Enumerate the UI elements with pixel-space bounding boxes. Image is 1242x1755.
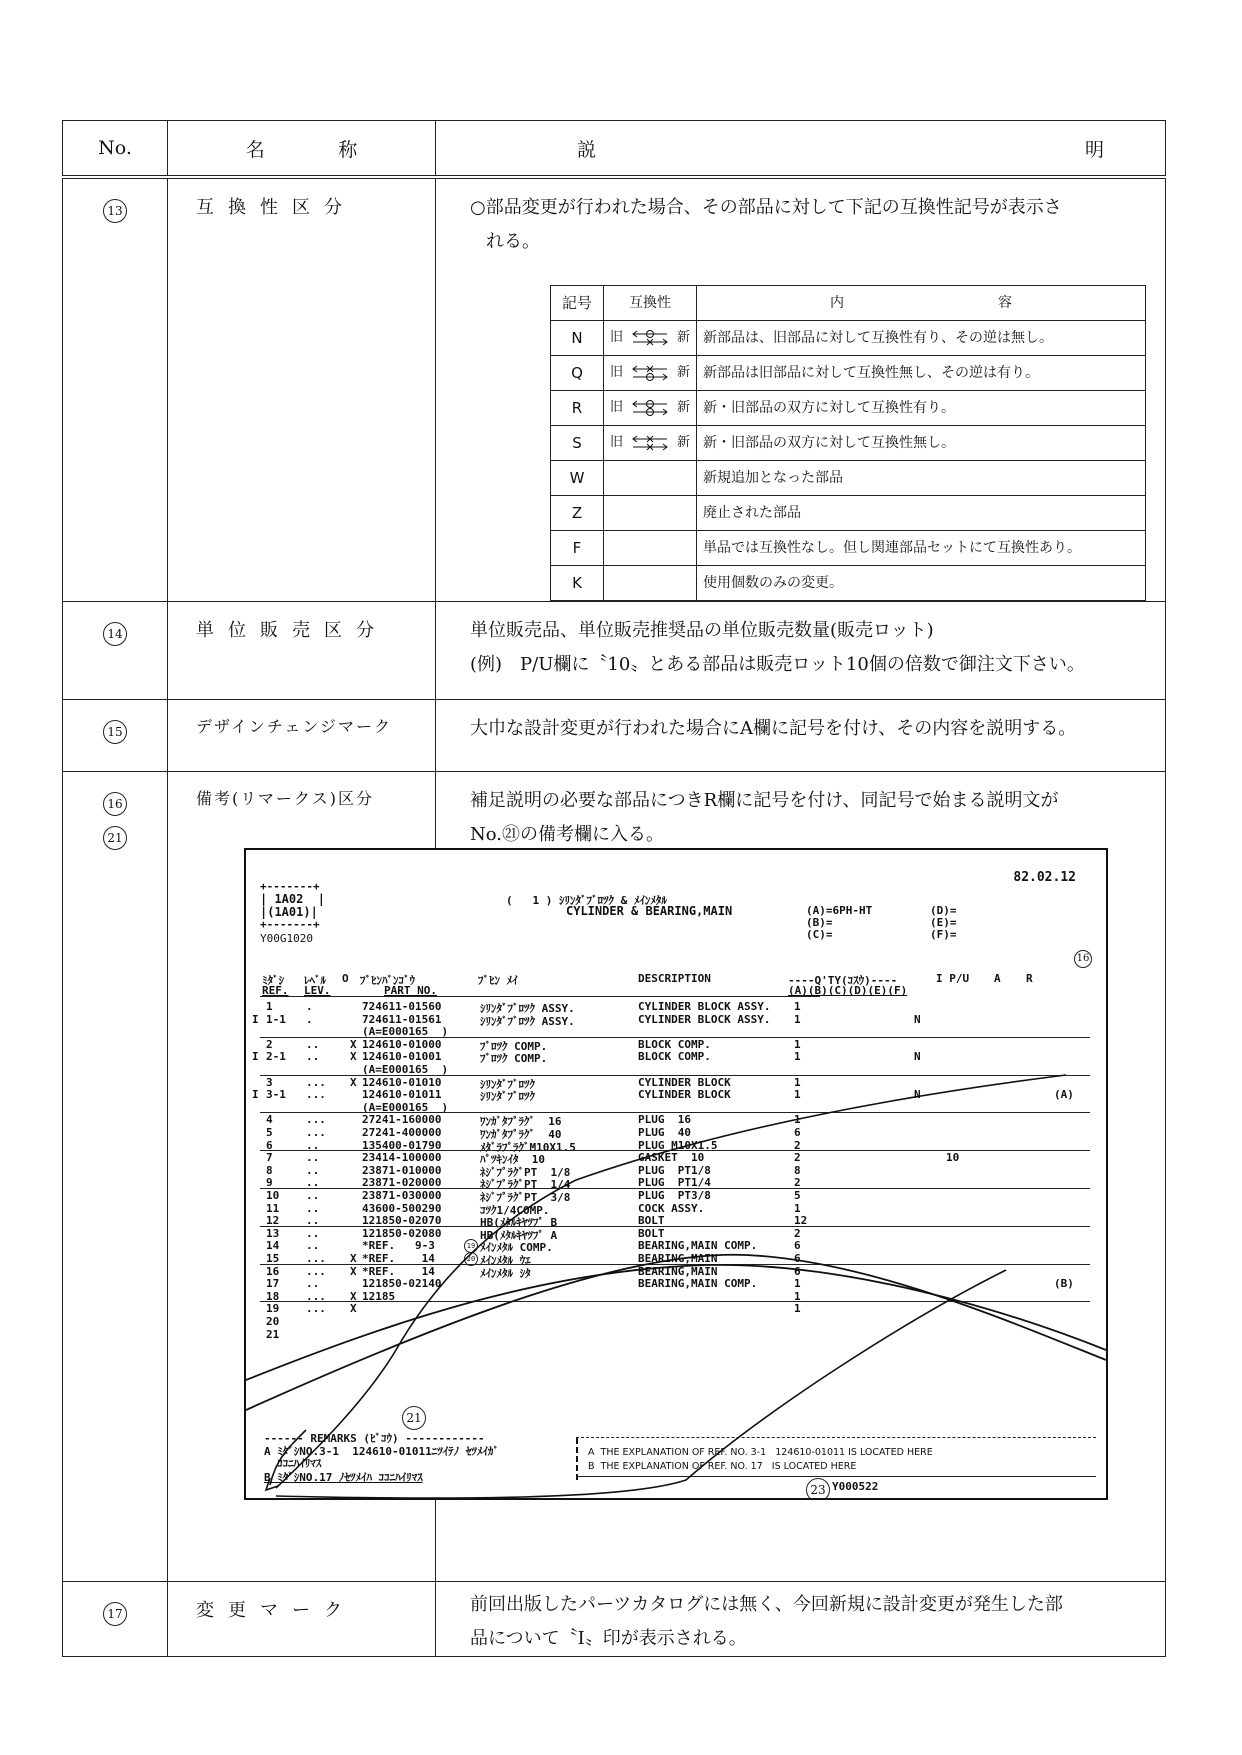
parts-cell-a: N — [914, 1050, 921, 1064]
parts-cell-qty: 1 — [794, 1277, 801, 1291]
model-d: (D)= — [930, 904, 957, 917]
model-e: (E)= — [930, 916, 957, 929]
remarks-jp-line: B ﾐﾀﾞｼNO.17 ﾉｾﾂﾒｲﾊ ｺｺﾆﾊｲﾘﾏｽ — [264, 1471, 423, 1484]
compat-code: N — [551, 321, 604, 356]
parts-cell-part: 135400-01790 — [362, 1138, 442, 1152]
row-14 — [63, 602, 1166, 700]
compat-row — [551, 531, 1146, 566]
remarks-en-line: B THE EXPLANATION OF REF. NO. 17 IS LOCATED HERE — [588, 1461, 857, 1472]
parts-cell-qty: 2 — [794, 1138, 801, 1152]
parts-cell-part: 124610-01001 — [362, 1050, 442, 1064]
parts-title-en: CYLINDER & BEARING,MAIN — [566, 904, 733, 918]
parts-cell-part: 27241-160000 — [362, 1113, 442, 1127]
parts-cell-part: 23871-030000 — [362, 1189, 442, 1202]
compat-header-content: 内 容 — [697, 286, 1146, 321]
row-desc-line: 前回出版したパーツカタログには無く、今回新規に設計変更が発生した部 — [470, 1594, 1063, 1615]
parts-cell-qty: 1 — [794, 1113, 801, 1127]
parts-cell-ref: 3-1 — [266, 1088, 286, 1102]
parts-cell-ref: 17 — [266, 1277, 280, 1291]
parts-cell-pu: 10 — [946, 1151, 960, 1165]
parts-cell-qty: 1 — [794, 1075, 801, 1089]
parts-cell-desc: PLUG 16 — [638, 1113, 691, 1127]
parts-cell-x: X — [350, 1252, 357, 1265]
parts-cell-lev: ... — [306, 1126, 326, 1139]
compat-text: 廃止された部品 — [697, 496, 1146, 531]
compat-row — [551, 566, 1146, 601]
marker-16: 16 — [1074, 950, 1092, 968]
compat-row: N 旧 新 新部品は、旧部品に対して互換性有り、その逆は無し。 — [551, 321, 1146, 356]
row-desc-line: 単位販売品、単位販売推奨品の単位販売数量(販売ロット) — [470, 620, 934, 641]
parts-cell-x: X — [350, 1050, 357, 1064]
parts-cell-part: 12185 — [362, 1289, 396, 1303]
parts-cell-kana: ﾒﾀﾞﾗﾌﾟﾗｸﾞM10X1.5 — [480, 1140, 576, 1154]
parts-cell-ref: 6 — [266, 1138, 273, 1152]
parts-cell-kana: ﾈｼﾞﾌﾟﾗｸﾞPT 3/8 — [480, 1191, 571, 1204]
parts-cell-qty: 2 — [794, 1151, 801, 1165]
parts-cell-kana: ﾌﾞﾛﾂｸ COMP. — [480, 1039, 548, 1053]
compat-row: Q 旧 新 新部品は旧部品に対して互換性無し、その逆は有り。 — [551, 356, 1146, 391]
parts-cell-ref: 5 — [266, 1126, 273, 1139]
row-number-badge: 17 — [103, 1602, 127, 1626]
row-desc-line: ○部品変更が行われた場合、その部品に対して下記の互換性記号が表示さ — [470, 197, 1062, 218]
parts-cell-desc: GASKET 10 — [638, 1151, 705, 1165]
header-desc-2: 明 — [1084, 138, 1104, 161]
parts-cell-desc: BEARING,MAIN — [638, 1252, 718, 1265]
parts-cell-ref: 2-1 — [266, 1050, 286, 1064]
parts-cell-part: 124610-01011 — [362, 1088, 442, 1102]
header-desc-1: 説 — [577, 138, 597, 161]
row-desc-line: れる。 — [486, 231, 540, 252]
parts-cell-qty: 1 — [794, 1289, 801, 1303]
parts-list-sample — [244, 848, 1108, 1500]
parts-cell-lev: ... — [306, 1264, 326, 1278]
remarks-title: ------ REMARKS (ﾋﾞｺｳ) ------------ — [264, 1432, 485, 1445]
parts-cell-ref: 1-1 — [266, 1012, 286, 1026]
parts-cell-part: 121850-02080 — [362, 1226, 442, 1240]
parts-cell-part: 124610-01000 — [362, 1037, 442, 1051]
parts-cell-a: N — [914, 1088, 921, 1102]
model-a: (A)=6PH-HT — [806, 904, 873, 917]
parts-cell-ref: 15 — [266, 1252, 280, 1265]
parts-cell-lev: .. — [306, 1037, 320, 1051]
compat-code: Q — [551, 356, 604, 391]
parts-cell-part: 43600-500290 — [362, 1201, 442, 1215]
compat-header-compat: 互換性 — [604, 286, 697, 321]
compat-text: 新・旧部品の双方に対して互換性無し。 — [697, 426, 1146, 461]
row-desc-line: No.㉑の備考欄に入る。 — [470, 824, 664, 845]
parts-cell-lev: ... — [306, 1252, 326, 1265]
parts-cell-i: I — [252, 1050, 259, 1064]
row-number-badge: 13 — [103, 199, 127, 223]
parts-cell-qty: 1 — [794, 1088, 801, 1102]
compat-row — [551, 461, 1146, 496]
remarks-en-line: A THE EXPLANATION OF REF. NO. 3-1 124610-01011 IS LOCATED HERE — [588, 1447, 933, 1458]
compat-code: Z — [551, 496, 604, 531]
parts-cell-kana: ﾜﾝｶﾞﾀﾌﾟﾗｸﾞ 16 — [480, 1115, 562, 1129]
parts-cell-ref: 19 — [266, 1302, 280, 1316]
parts-cell-desc: BLOCK COMP. — [638, 1037, 711, 1051]
parts-cell-ref: 1 — [266, 1000, 273, 1013]
row-desc-line: (例) P/U欄に〝10〟とある部品は販売ロット10個の倍数で御注文下さい。 — [470, 654, 1085, 675]
catalog-code: Y00G1020 — [260, 932, 313, 945]
parts-cell-x: X — [350, 1075, 357, 1089]
parts-cell-kana: HB(ﾒﾀﾙｷﾔﾂﾌﾟ A — [480, 1228, 558, 1242]
compat-header-code: 記号 — [551, 286, 604, 321]
row-15 — [63, 700, 1166, 772]
parts-cell-qty: 1 — [794, 1012, 801, 1026]
parts-cell-x: X — [350, 1264, 357, 1278]
parts-cell-ref: 12 — [266, 1214, 280, 1228]
compat-code: S — [551, 426, 604, 461]
model-f: (F)= — [930, 928, 957, 941]
row-number-badge: 21 — [103, 826, 127, 850]
compat-row — [551, 496, 1146, 531]
parts-cell-kana: ﾈｼﾞﾌﾟﾗｸﾞPT 1/8 — [480, 1165, 571, 1179]
compat-row: R 旧 新 新・旧部品の双方に対して互換性有り。 — [551, 391, 1146, 426]
parts-cell-ref: 18 — [266, 1289, 280, 1303]
catalog-box-line: | 1A02 | — [260, 892, 326, 906]
parts-cell-kana: ﾜﾝｶﾞﾀﾌﾟﾗｸﾞ 40 — [480, 1128, 562, 1141]
parts-cell-x: X — [350, 1302, 357, 1316]
parts-cell-desc: BOLT — [638, 1214, 665, 1228]
parts-cell-lev: .. — [306, 1214, 320, 1228]
parts-cell-part: 121850-02070 — [362, 1214, 442, 1228]
parts-cell-qty: 6 — [794, 1264, 801, 1278]
marker-badge: 19 — [464, 1239, 478, 1253]
parts-cell-qty: 5 — [794, 1189, 801, 1202]
compat-text: 新部品は、旧部品に対して互換性有り、その逆は無し。 — [697, 321, 1146, 356]
col-header-en: REF. LEV. PART NO. (A)(B)(C)(D)(E)(F) — [262, 984, 908, 997]
row-17 — [63, 1582, 1166, 1657]
parts-cell-ref: 4 — [266, 1113, 273, 1127]
compat-code: F — [551, 531, 604, 566]
parts-cell-lev: .. — [306, 1189, 320, 1202]
parts-cell-desc: PLUG PT1/8 — [638, 1163, 711, 1177]
parts-cell-lev: .. — [306, 1277, 320, 1291]
parts-cell-desc: BEARING,MAIN — [638, 1264, 718, 1278]
parts-cell-kana: ｼﾘﾝﾀﾞﾌﾞﾛﾂｸ ASSY. — [480, 1014, 575, 1028]
parts-cell-lev: ... — [306, 1113, 326, 1127]
marker-23: 23 — [806, 1478, 830, 1500]
parts-cell-part: 121850-02140 — [362, 1277, 442, 1291]
parts-cell-desc: BEARING,MAIN COMP. — [638, 1239, 758, 1253]
parts-cell-lev: ... — [306, 1302, 326, 1316]
parts-cell-kana: HB(ﾒﾀﾙｷﾔﾂﾌﾟ B — [480, 1216, 558, 1230]
parts-cell-desc: BLOCK COMP. — [638, 1050, 711, 1064]
parts-cell-desc: CYLINDER BLOCK — [638, 1075, 731, 1089]
parts-cell-kana: ﾒｲﾝﾒﾀﾙ ｳｴ — [480, 1254, 531, 1267]
parts-cell-qty: 1 — [794, 1302, 801, 1316]
parts-cell-qty: 2 — [794, 1176, 801, 1190]
parts-cell-qty: 1 — [794, 1037, 801, 1051]
parts-cell-kana: ﾌﾞﾛﾂｸ COMP. — [480, 1052, 548, 1066]
compat-text: 新規追加となった部品 — [697, 461, 1146, 496]
parts-cell-lev: ... — [306, 1289, 326, 1303]
parts-cell-r: (B) — [1054, 1277, 1074, 1291]
marker-21: 21 — [402, 1406, 426, 1430]
r-arrow-icon — [631, 399, 669, 417]
parts-cell-ref: 7 — [266, 1151, 273, 1165]
parts-cell-part: (A=E000165 ) — [362, 1063, 449, 1076]
remarks-jp-line: ｺｺﾆﾊｲﾘﾏｽ — [264, 1457, 322, 1470]
parts-cell-kana: ﾒｲﾝﾒﾀﾙ COMP. — [480, 1241, 553, 1255]
parts-cell-x: X — [350, 1037, 357, 1051]
s-arrow-icon — [631, 434, 669, 452]
parts-cell-i: I — [252, 1088, 259, 1102]
col-header-kana: ﾐﾀﾞｼ ﾚﾍﾞﾙ O ﾌﾞﾋﾝﾊﾞﾝｺﾞｳ ﾌﾞﾋﾝ ﾒｲ DESCRIPTION ----Q'TY(ｺｽｳ)---- I P/U A R — [262, 972, 1033, 987]
parts-cell-ref: 21 — [266, 1327, 280, 1341]
parts-cell-ref: 8 — [266, 1163, 273, 1177]
header-row — [63, 121, 1166, 178]
row-number-badge: 16 — [103, 792, 127, 816]
parts-cell-desc: CYLINDER BLOCK ASSY. — [638, 1012, 771, 1026]
parts-cell-kana: ｼﾘﾝﾀﾞﾌﾞﾛﾂｸ ASSY. — [480, 1002, 575, 1015]
parts-cell-desc: BEARING,MAIN COMP. — [638, 1277, 758, 1291]
n-arrow-icon — [631, 329, 669, 347]
catalog-box-bottom: +-------+ — [260, 918, 320, 931]
remarks-jp-line: A ﾐﾀﾞｼNO.3-1 124610-01011ﾆﾂｲﾃﾉ ｾﾂﾒｲｶﾞ — [264, 1445, 499, 1458]
parts-cell-lev: . — [306, 1000, 313, 1013]
parts-cell-lev: . — [306, 1012, 313, 1026]
parts-cell-lev: .. — [306, 1201, 320, 1215]
q-arrow-icon — [631, 364, 669, 382]
parts-cell-part: *REF. 9-3 — [362, 1239, 435, 1253]
parts-cell-qty: 1 — [794, 1000, 801, 1013]
header-name-2: 称 — [338, 138, 358, 161]
row-desc-line: 補足説明の必要な部品につきR欄に記号を付け、同記号で始まる説明文が — [470, 790, 1059, 811]
compat-code: K — [551, 566, 604, 601]
compat-table — [550, 285, 1146, 601]
parts-cell-lev: .. — [306, 1138, 320, 1152]
parts-cell-qty: 8 — [794, 1163, 801, 1177]
parts-cell-qty: 6 — [794, 1126, 801, 1139]
parts-cell-part: 23871-010000 — [362, 1163, 442, 1177]
header-no: No. — [63, 121, 168, 178]
compat-row: S 旧 新 新・旧部品の双方に対して互換性無し。 — [551, 426, 1146, 461]
catalog-box-top: +-------+ — [260, 880, 320, 893]
parts-cell-lev: ... — [306, 1075, 326, 1089]
parts-cell-lev: .. — [306, 1239, 320, 1253]
row-number-badge: 15 — [103, 720, 127, 744]
parts-cell-ref: 11 — [266, 1201, 280, 1215]
header-name-1: 名 — [245, 138, 265, 161]
parts-cell-part: 27241-400000 — [362, 1126, 442, 1139]
parts-cell-lev: .. — [306, 1151, 320, 1165]
compat-text: 新部品は旧部品に対して互換性無し、その逆は有り。 — [697, 356, 1146, 391]
parts-cell-desc: CYLINDER BLOCK — [638, 1088, 731, 1102]
parts-cell-lev: .. — [306, 1163, 320, 1177]
compat-text: 使用個数のみの変更。 — [697, 566, 1146, 601]
row-name: デザインチェンジマーク — [168, 700, 436, 772]
parts-cell-part: 724611-01560 — [362, 1000, 442, 1013]
parts-cell-part: *REF. 14 — [362, 1252, 435, 1265]
parts-cell-a: N — [914, 1012, 921, 1026]
parts-cell-qty: 12 — [794, 1214, 808, 1228]
model-c: (C)= — [806, 928, 833, 941]
catalog-box-line: |(1A01)| — [260, 905, 318, 919]
row-name: 備考(リマークス)区分 — [168, 772, 436, 1582]
parts-cell-qty: 2 — [794, 1226, 801, 1240]
compat-code: W — [551, 461, 604, 496]
parts-cell-part: 724611-01561 — [362, 1012, 442, 1026]
row-number-badge: 14 — [103, 622, 127, 646]
parts-cell-ref: 9 — [266, 1176, 273, 1190]
parts-cell-lev: .. — [306, 1226, 320, 1240]
compat-text: 単品では互換性なし。但し関連部品セットにて互換性あり。 — [697, 531, 1146, 566]
parts-cell-ref: 10 — [266, 1189, 280, 1202]
parts-cell-qty: 1 — [794, 1201, 801, 1215]
parts-cell-desc: CYLINDER BLOCK ASSY. — [638, 1000, 771, 1013]
parts-cell-kana: ﾊﾟﾂｷﾝｲﾀ 10 — [480, 1153, 545, 1167]
parts-cell-part: (A=E000165 ) — [362, 1025, 449, 1039]
parts-cell-x: X — [350, 1289, 357, 1303]
parts-cell-desc: PLUG 40 — [638, 1126, 691, 1139]
parts-cell-part: 23414-100000 — [362, 1151, 442, 1165]
parts-cell-r: (A) — [1054, 1088, 1074, 1102]
parts-cell-desc: COCK ASSY. — [638, 1201, 705, 1215]
parts-cell-kana: ｼﾘﾝﾀﾞﾌﾞﾛﾂｸ — [480, 1090, 535, 1104]
parts-cell-desc: BOLT — [638, 1226, 665, 1240]
parts-cell-ref: 20 — [266, 1315, 280, 1328]
parts-date: 82.02.12 — [1013, 870, 1076, 885]
parts-cell-kana: ﾈｼﾞﾌﾟﾗｸﾞPT 1/4 — [480, 1178, 571, 1192]
parts-cell-part: (A=E000165 ) — [362, 1100, 449, 1114]
parts-title-kana: ( 1 ) ｼﾘﾝﾀﾞﾌﾞﾛﾂｸ & ﾒｲﾝﾒﾀﾙ — [506, 894, 667, 907]
compat-code: R — [551, 391, 604, 426]
parts-cell-desc: PLUG PT3/8 — [638, 1189, 711, 1202]
row-13 — [63, 177, 1166, 602]
row-name: 単位販売区分 — [168, 602, 436, 700]
marker-badge: 20 — [464, 1252, 478, 1266]
model-b: (B)= — [806, 916, 833, 929]
parts-cell-ref: 16 — [266, 1264, 280, 1278]
annotation-arrows-icon — [246, 850, 1106, 1498]
row-desc-line: 大巾な設計変更が行われた場合にA欄に記号を付け、その内容を説明する。 — [470, 718, 1077, 739]
parts-cell-part: 124610-01010 — [362, 1075, 442, 1089]
row-name: 変更マーク — [168, 1582, 436, 1657]
parts-cell-lev: .. — [306, 1176, 320, 1190]
parts-cell-desc: PLUG PT1/4 — [638, 1176, 711, 1190]
footer-code: Y000522 — [832, 1480, 879, 1493]
parts-cell-part: 23871-020000 — [362, 1176, 442, 1190]
parts-cell-qty: 1 — [794, 1050, 801, 1064]
parts-cell-ref: 14 — [266, 1239, 280, 1253]
parts-cell-part: *REF. 14 — [362, 1264, 435, 1278]
parts-cell-lev: ... — [306, 1088, 326, 1102]
parts-cell-ref: 3 — [266, 1075, 273, 1089]
parts-cell-lev: .. — [306, 1050, 320, 1064]
parts-cell-ref: 2 — [266, 1037, 273, 1051]
parts-cell-qty: 6 — [794, 1239, 801, 1253]
row-desc-line: 品について〝I〟印が表示される。 — [470, 1628, 747, 1649]
parts-cell-kana: ｼﾘﾝﾀﾞﾌﾞﾛﾂｸ — [480, 1077, 535, 1091]
parts-cell-kana: ｺﾂｸ1/4COMP. — [480, 1203, 550, 1217]
parts-cell-qty: 6 — [794, 1252, 801, 1265]
parts-cell-ref: 13 — [266, 1226, 280, 1240]
parts-cell-kana: ﾒｲﾝﾒﾀﾙ ｼﾀ — [480, 1266, 531, 1280]
parts-cell-i: I — [252, 1012, 259, 1026]
parts-cell-desc: PLUG M10X1.5 — [638, 1138, 718, 1152]
compat-text: 新・旧部品の双方に対して互換性有り。 — [697, 391, 1146, 426]
row-name: 互換性区分 — [168, 177, 436, 602]
